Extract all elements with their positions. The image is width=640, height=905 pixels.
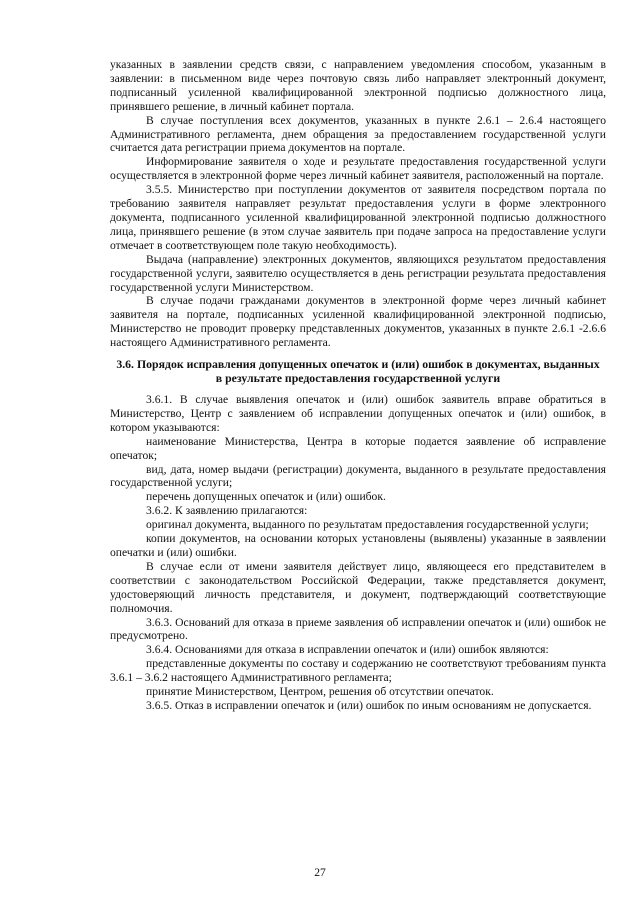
text-block-bottom bbox=[110, 393, 606, 713]
paragraph: указанных в заявлении средств связи, с направлением уведомления способом, указанным в заявлении: в письменном виде через почтовую связь либо направляет электронный документ, подписанный усиленной квалифицированной электронной подписью должностного лица, принявшего решение, в личный кабинет портала. bbox=[110, 58, 606, 113]
paragraph: Информирование заявителя о ходе и результате предоставления государственной услуги осуществляется в электронной форме через личный кабинет заявителя, расположенный на портале. bbox=[110, 155, 606, 183]
paragraph: вид, дата, номер выдачи (регистрации) документа, выданного в результате предоставления государственной услуги; bbox=[110, 462, 606, 490]
text-block-top bbox=[110, 58, 606, 350]
paragraph: оригинал документа, выданного по результатам предоставления государственной услуги; bbox=[146, 518, 589, 532]
paragraph: представленные документы по составу и содержанию не соответствуют требованиям пункта 3.6.1 – 3.6.2 настоящего Административного регламента; bbox=[110, 657, 606, 685]
paragraph: копии документов, на основании которых установлены (выявлены) указанные в заявлении опечатки и (или) ошибки. bbox=[110, 532, 606, 559]
paragraph: В случае подачи гражданами документов в электронной форме через личный кабинет заявителя на портале, подписанных усиленной квалифицированной электронной подписью, Министерство не проводит проверку представленных документов, указанных в пункте 2.6.1 -2.6.6 настоящего Административного регламента. bbox=[110, 294, 606, 350]
paragraph: 3.6.4. Основаниями для отказа в исправлении опечаток и (или) ошибок являются: bbox=[146, 643, 549, 657]
paragraph: В случае поступления всех документов, указанных в пункте 2.6.1 – 2.6.4 настоящего Административного регламента, днем обращения за предоставлением государственной услуги считается дата регистрации приема документов на портале. bbox=[110, 113, 606, 155]
paragraph: Выдача (направление) электронных документов, являющихся результатом предоставления государственной услуги, заявителю осуществляется в день регистрации результата предоставления государственной услуги Министерством. bbox=[110, 252, 606, 294]
paragraph: перечень допущенных опечаток и (или) ошибок. bbox=[146, 490, 386, 504]
paragraph: принятие Министерством, Центром, решения об отсутствии опечаток. bbox=[146, 685, 494, 699]
paragraph: 3.6.2. К заявлению прилагаются: bbox=[146, 504, 308, 518]
section-heading: 3.6. Порядок исправления допущенных опечаток и (или) ошибок в документах, выданных в результате предоставления государственной услуги bbox=[116, 357, 600, 386]
paragraph: В случае если от имени заявителя действует лицо, являющееся его представителем в соответствии с законодательством Российской Федерации, также представляется документ, удостоверяющий личность представителя, и документ, подтверждающий соответствующие полномочия. bbox=[110, 559, 606, 615]
paragraph: 3.6.3. Оснований для отказа в приеме заявления об исправлении опечаток и (или) ошибок не предусмотрено. bbox=[110, 615, 606, 643]
paragraph: 3.6.5. Отказ в исправлении опечаток и (или) ошибок по иным основаниям не допускается. bbox=[146, 698, 592, 712]
page-number: 27 bbox=[314, 866, 326, 879]
paragraph: 3.6.1. В случае выявления опечаток и (или) ошибок заявитель вправе обратиться в Министерство, Центр с заявлением об исправлении допущенных опечаток и (или) ошибок, в котором указываются: bbox=[110, 393, 606, 434]
paragraph: наименование Министерства, Центра в которые подается заявление об исправление опечаток; bbox=[110, 434, 606, 462]
paragraph: 3.5.5. Министерство при поступлении документов от заявителя посредством портала по требованию заявителя направляет результат предоставления услуги в форме электронного документа, подписанного усиленной квалифицированной электронной подписью должностного лица, принявшего решение (в этом случае заявитель при подаче запроса на предоставление услуги отмечает в соответствующем поле такую необходимость). bbox=[110, 183, 606, 252]
